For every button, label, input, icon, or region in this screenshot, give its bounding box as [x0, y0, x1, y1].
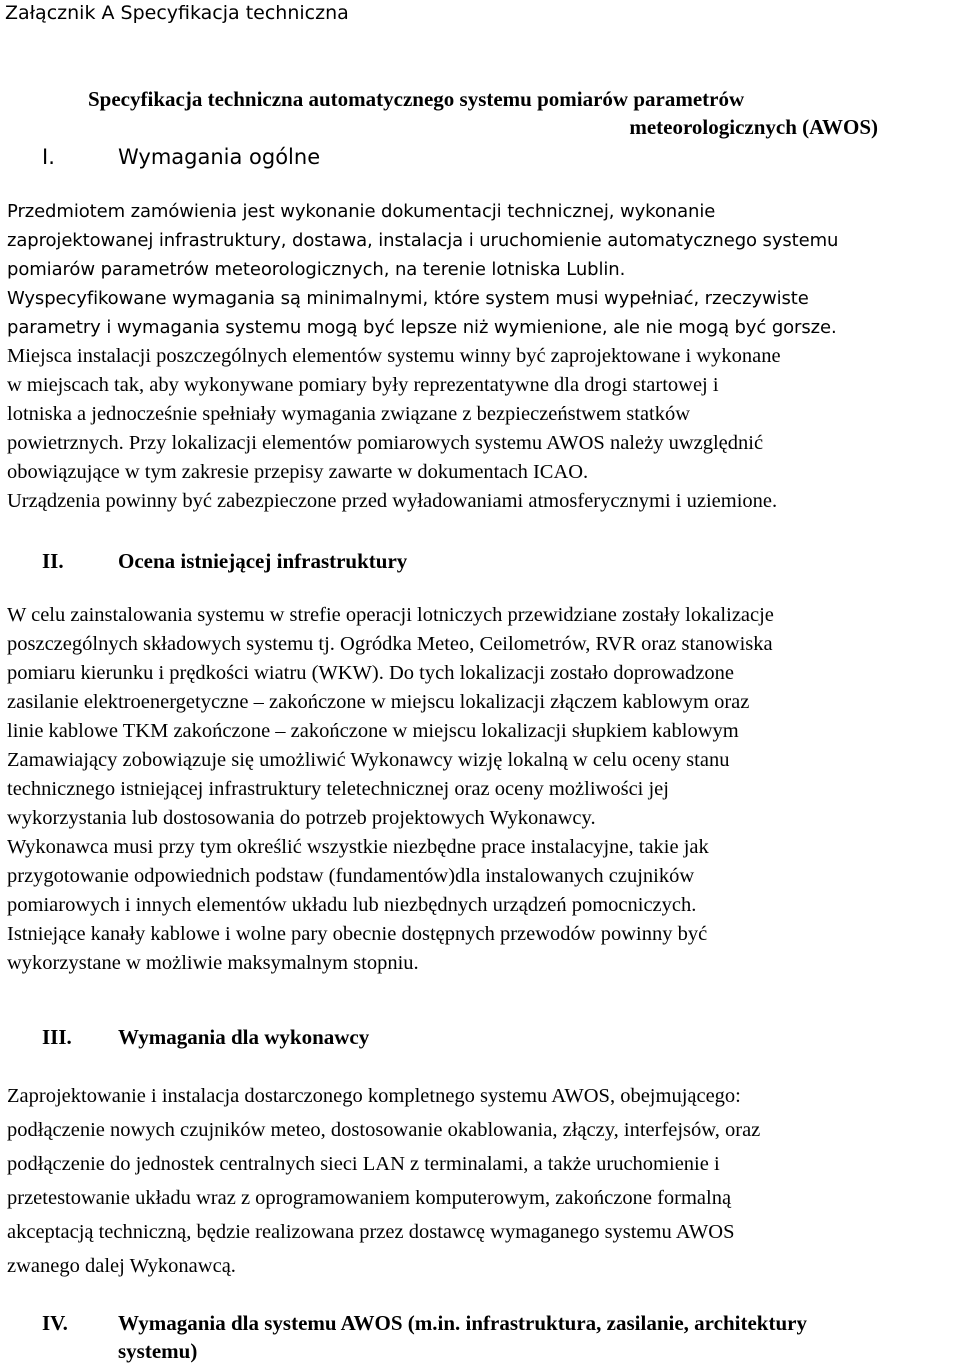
- text-line: Miejsca instalacji poszczególnych elementów systemu winny być zaprojektowane i wykonane: [7, 345, 781, 367]
- text-line: pomiaru kierunku i prędkości wiatru (WKW). Do tych lokalizacji zostało doprowadzone: [7, 662, 734, 684]
- section-3-number: III.: [42, 1025, 72, 1049]
- text-line: pomiarów parametrów meteorologicznych, na terenie lotniska Lublin.: [7, 259, 626, 280]
- text-line: linie kablowe TKM zakończone – zakończone w miejscu lokalizacji słupkiem kablowym: [7, 720, 739, 742]
- section-4-title-line-1: Wymagania dla systemu AWOS (m.in. infrastruktura, zasilanie, architektury: [118, 1311, 807, 1335]
- text-line: zasilanie elektroenergetyczne – zakończone w miejscu lokalizacji złączem kablowym oraz: [7, 691, 750, 713]
- section-2-title: Ocena istniejącej infrastruktury: [118, 549, 408, 573]
- section-1-paragraph-sans: [7, 197, 957, 342]
- text-line: wykorzystane w możliwie maksymalnym stopniu.: [7, 952, 419, 974]
- text-line: zwanego dalej Wykonawcą.: [7, 1255, 236, 1277]
- text-line: Urządzenia powinny być zabezpieczone przed wyładowaniami atmosferycznymi i uziemione.: [7, 490, 778, 512]
- section-3-paragraph: [7, 1079, 957, 1283]
- text-line: obowiązujące w tym zakresie przepisy zawarte w dokumentach ICAO.: [7, 461, 589, 483]
- text-line: akceptacją techniczną, będzie realizowana przez dostawcę wymaganego systemu AWOS: [7, 1221, 735, 1243]
- text-line: przetestowanie układu wraz z oprogramowaniem komputerowym, zakończone formalną: [7, 1187, 732, 1209]
- text-line: Wyspecyfikowane wymagania są minimalnymi, które system musi wypełniać, rzeczywiste: [7, 288, 809, 309]
- section-1-number: I.: [42, 145, 55, 169]
- text-line: przygotowanie odpowiednich podstaw (fundamentów)dla instalowanych czujników: [7, 865, 695, 887]
- text-line: zaprojektowanej infrastruktury, dostawa, instalacja i uruchomienie automatycznego systemu: [7, 230, 839, 251]
- section-4-number: IV.: [42, 1311, 68, 1335]
- section-2-number: II.: [42, 549, 64, 573]
- section-2-paragraph: [7, 601, 957, 978]
- section-1-paragraph-serif: [7, 342, 957, 516]
- section-4-title-line-2: systemu): [118, 1339, 198, 1363]
- text-line: lotniska a jednocześnie spełniały wymagania związane z bezpieczeństwem statków: [7, 403, 691, 425]
- section-1-title: Wymagania ogólne: [118, 145, 321, 169]
- text-line: Przedmiotem zamówienia jest wykonanie dokumentacji technicznej, wykonanie: [7, 201, 716, 222]
- text-line: podłączenie nowych czujników meteo, dostosowanie okablowania, złączy, interfejsów, oraz: [7, 1119, 761, 1141]
- attachment-header: Załącznik A Specyfikacja techniczna: [5, 2, 349, 24]
- text-line: podłączenie do jednostek centralnych sieci LAN z terminalami, a także uruchomienie i: [7, 1153, 720, 1175]
- text-line: technicznego istniejącej infrastruktury teletechnicznej oraz oceny możliwości jej: [7, 778, 669, 800]
- text-line: w miejscach tak, aby wykonywane pomiary były reprezentatywne dla drogi startowej i: [7, 374, 719, 396]
- text-line: parametry i wymagania systemu mogą być lepsze niż wymienione, ale nie mogą być gorsze.: [7, 317, 837, 338]
- text-line: Istniejące kanały kablowe i wolne pary obecnie dostępnych przewodów powinny być: [7, 923, 708, 945]
- text-line: pomiarowych i innych elementów układu lub niezbędnych urządzeń pomocniczych.: [7, 894, 697, 916]
- text-line: W celu zainstalowania systemu w strefie operacji lotniczych przewidziane zostały lokalizacje: [7, 604, 774, 626]
- text-line: Wykonawca musi przy tym określić wszystkie niezbędne prace instalacyjne, takie jak: [7, 836, 709, 858]
- text-line: Zaprojektowanie i instalacja dostarczonego kompletnego systemu AWOS, obejmującego:: [7, 1085, 741, 1107]
- document-title-line-2: meteorologicznych (AWOS): [629, 115, 878, 139]
- text-line: powietrznych. Przy lokalizacji elementów pomiarowych systemu AWOS należy uwzględnić: [7, 432, 764, 454]
- text-line: Zamawiający zobowiązuje się umożliwić Wykonawcy wizję lokalną w celu oceny stanu: [7, 749, 730, 771]
- text-line: wykorzystania lub dostosowania do potrzeb projektowych Wykonawcy.: [7, 807, 596, 829]
- section-3-title: Wymagania dla wykonawcy: [118, 1025, 370, 1049]
- document-title-line-1: Specyfikacja techniczna automatycznego systemu pomiarów parametrów: [88, 87, 745, 111]
- text-line: poszczególnych składowych systemu tj. Ogródka Meteo, Ceilometrów, RVR oraz stanowiska: [7, 633, 773, 655]
